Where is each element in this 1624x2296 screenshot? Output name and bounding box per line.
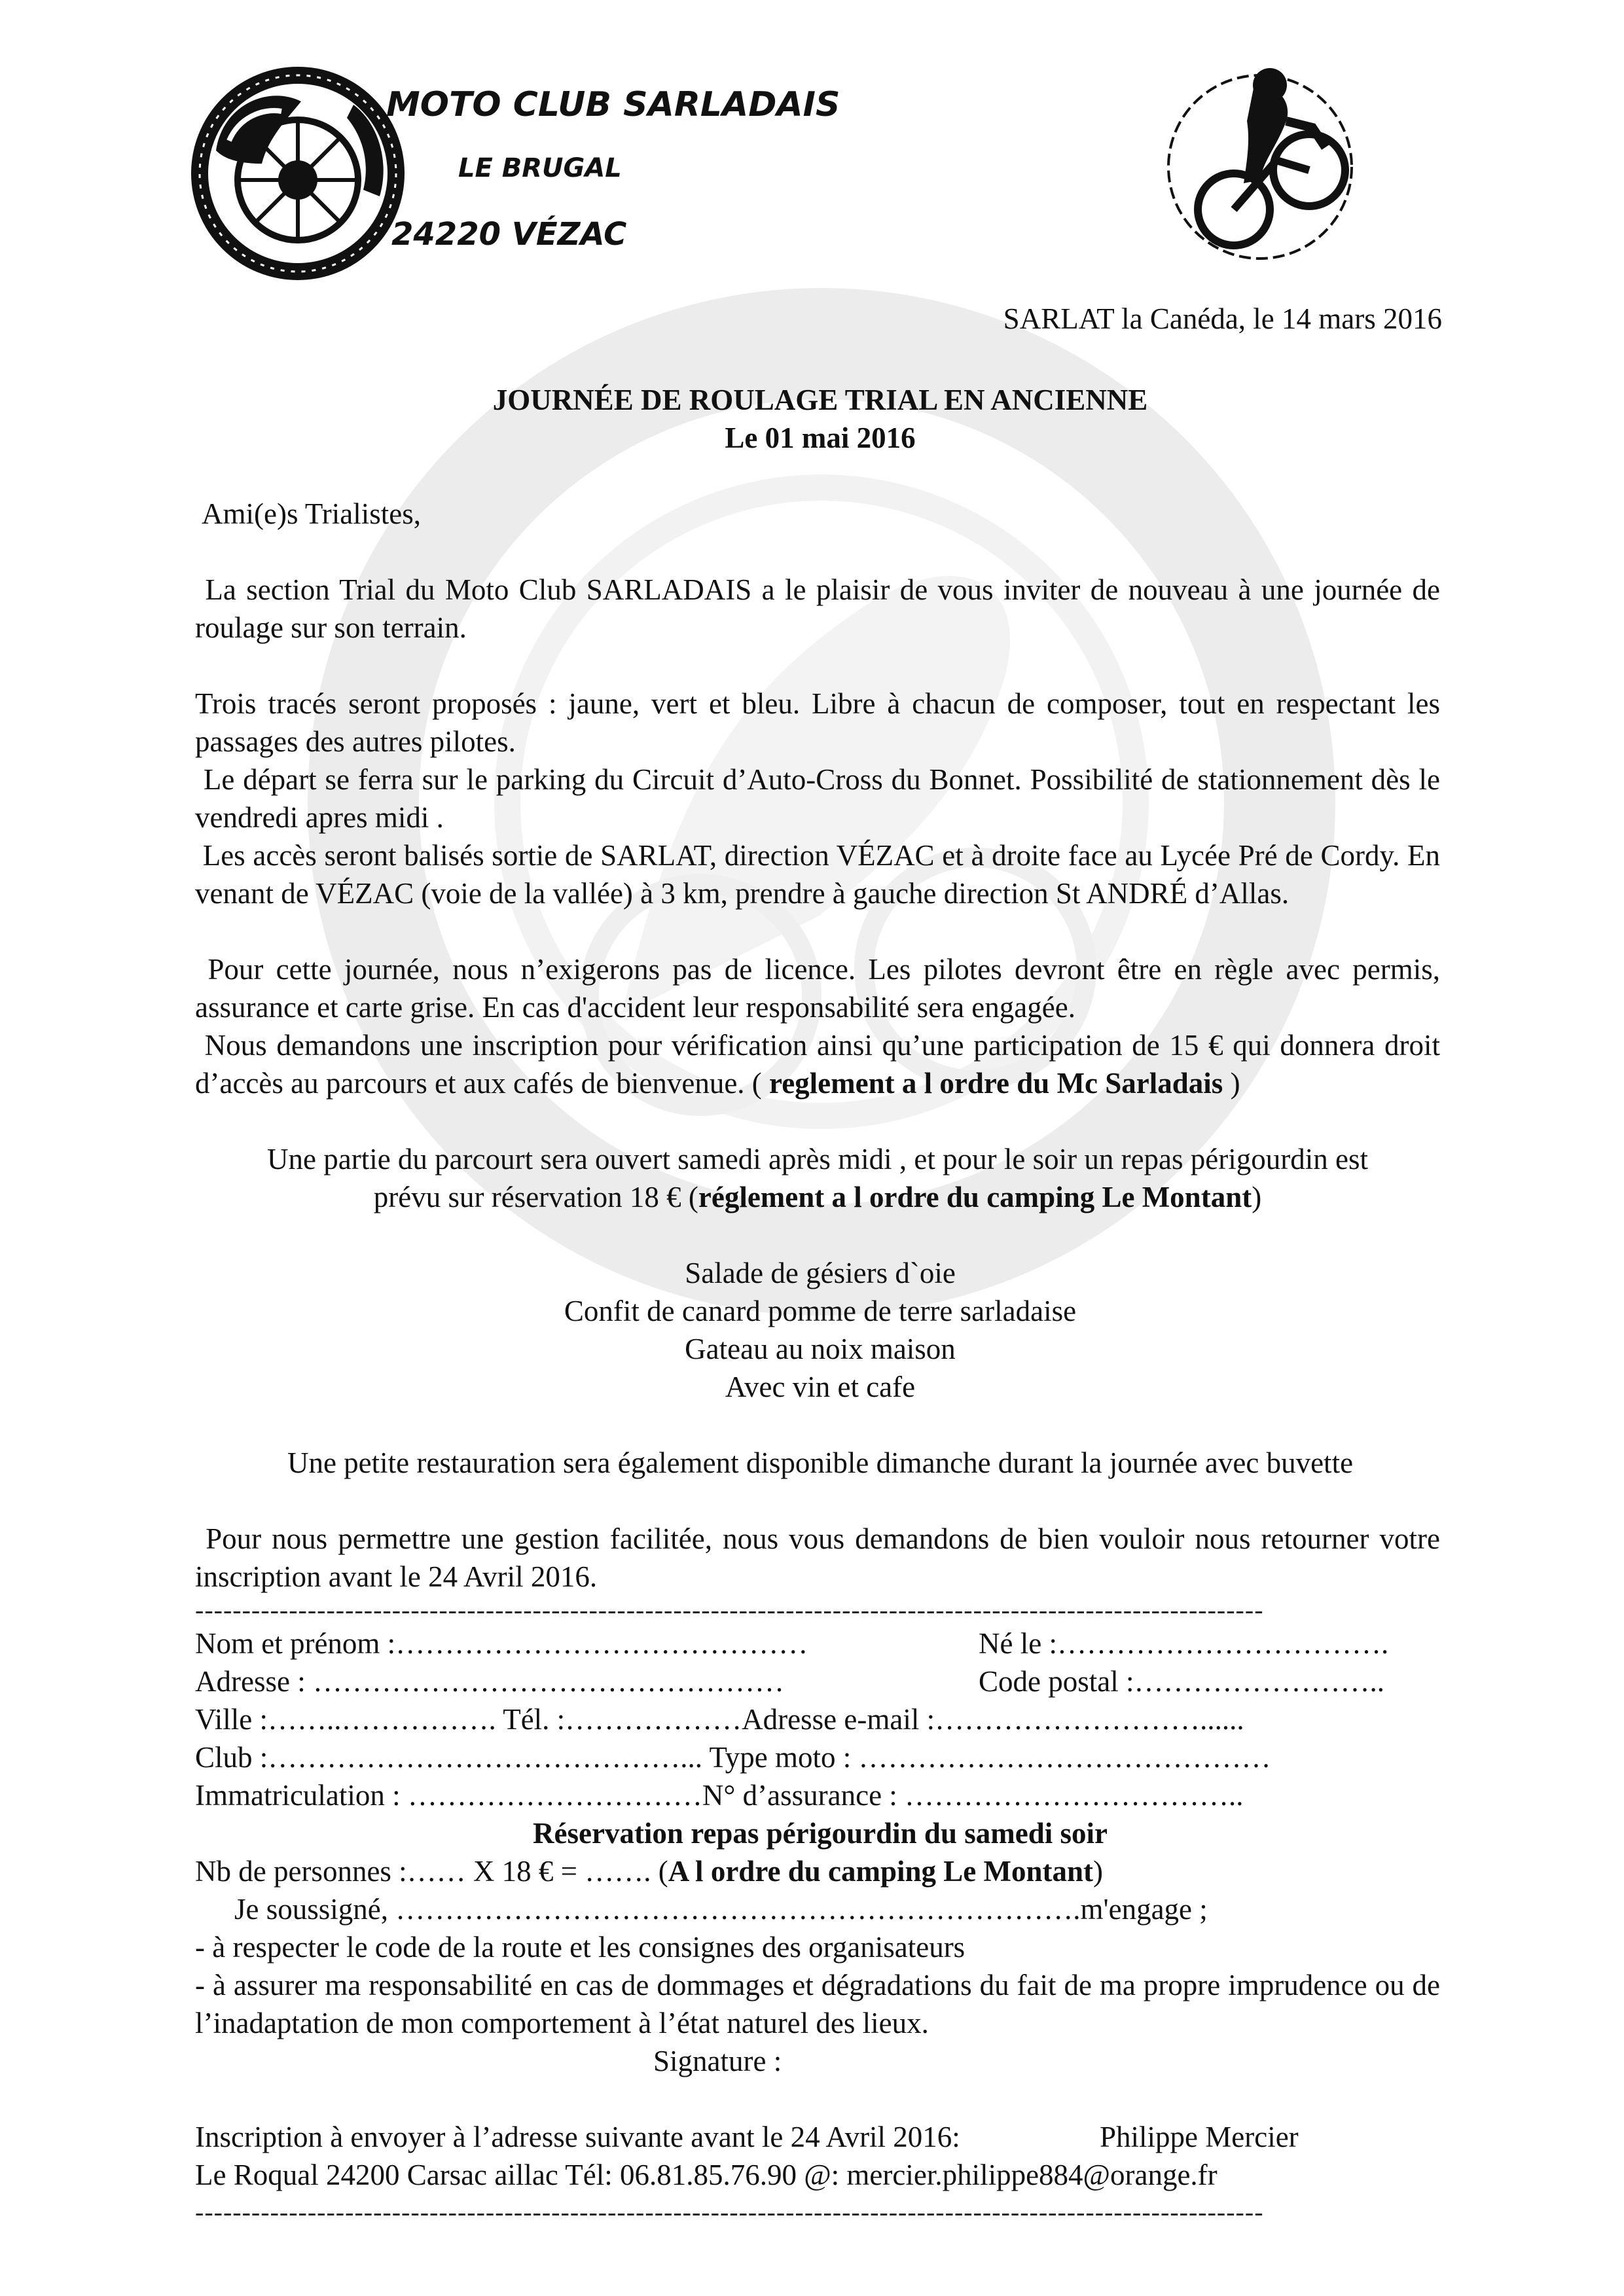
- separator-line: ------------------------------------------------------------------------------------------------------------------: [195, 1597, 1264, 1623]
- menu-list: [195, 1254, 1445, 1406]
- paragraph-inscription: [195, 1026, 1440, 1102]
- paragraph-request-text: Pour nous permettre une gestion facilitée, nous vous demandons de bien vouloir nous retourner votre inscription avant le 24 Avril 2016.: [195, 1522, 1440, 1593]
- paragraph-acces-text: Les accès seront balisés sortie de SARLAT, direction VÉZAC et à droite face au Lycée Pré de Cordy. En venant de VÉZAC (voie de la vallée) à 3 km, prendre à gauche direction St ANDRÉ d’Allas.: [195, 839, 1441, 910]
- paragraph-inscription-bold: reglement a l ordre du Mc Sarladais: [769, 1067, 1223, 1100]
- form-birthdate-field[interactable]: Né le :…………………………….: [979, 1627, 1389, 1660]
- title-line-2: Le 01 mai 2016: [725, 422, 916, 454]
- form-meal-count-field[interactable]: Nb de personnes :…… X 18 € = ……. (A l ordre du camping Le Montant): [195, 1855, 1104, 1888]
- form-signature-label: Signature :: [653, 2045, 782, 2077]
- moto-club-logo-left: [190, 65, 406, 281]
- title-line-1: JOURNÉE DE ROULAGE TRIAL EN ANCIENNE: [492, 384, 1148, 416]
- paragraph-invitation: [195, 571, 1440, 647]
- club-name: MOTO CLUB SARLADAIS: [386, 85, 840, 124]
- form-meal-heading: Réservation repas périgourdin du samedi soir: [533, 1817, 1108, 1850]
- form-meal-payee: A l ordre du camping Le Montant: [668, 1855, 1094, 1888]
- section-trial-logo-right: [1136, 49, 1384, 278]
- paragraph-repas-line-1: Une partie du parcourt sera ouvert samedi après midi , et pour le soir un repas périgourdin est: [267, 1143, 1368, 1175]
- form-undersigned-field[interactable]: Je soussigné, …………………………………………………………….m'engage ;: [234, 1893, 1208, 1926]
- form-postcode-field[interactable]: Code postal :……………………..: [979, 1665, 1384, 1698]
- paragraph-request: [195, 1520, 1440, 1596]
- footer-send-to: Inscription à envoyer à l’adresse suivante avant le 24 Avril 2016:: [195, 2121, 960, 2153]
- paragraph-inscription-text: Nous demandons une inscription pour vérification ainsi qu’une participation de 15 € qui donnera droit d’accès au parcours et aux cafés de bienvenue. (: [195, 1029, 1441, 1100]
- club-place: LE BRUGAL: [458, 153, 622, 183]
- paragraph-depart: [195, 761, 1440, 836]
- form-address-field[interactable]: Adresse : …………………………………………: [195, 1665, 784, 1698]
- restauration-note: Une petite restauration sera également disponible dimanche durant la journée avec buvette: [287, 1446, 1354, 1479]
- paragraph-repas: [195, 1140, 1440, 1216]
- paragraph-invitation-text: La section Trial du Moto Club SARLADAIS a le plaisir de vous inviter de nouveau à une journée de roulage sur son terrain.: [195, 573, 1440, 644]
- salutation: Ami(e)s Trialistes,: [202, 497, 422, 530]
- footer-contact-details: Le Roqual 24200 Carsac aillac Tél: 06.81.85.76.90 @: mercier.philippe884@orange.fr: [195, 2159, 1218, 2191]
- footer-contact-name: Philippe Mercier: [1100, 2121, 1299, 2153]
- separator-line: ------------------------------------------------------------------------------------------------------------------: [195, 2199, 1264, 2225]
- menu-item: Salade de gésiers d`oie: [685, 1257, 956, 1289]
- menu-item: Confit de canard pomme de terre sarladaise: [564, 1295, 1077, 1327]
- paragraph-inscription-close: ): [1230, 1067, 1240, 1100]
- form-city-phone-email-field[interactable]: Ville :……..……………. Tél. :………………Adresse e-mail :………………………......: [195, 1703, 1244, 1736]
- form-name-field[interactable]: Nom et prénom :……………………………………: [195, 1627, 808, 1660]
- paragraph-repas-bold: réglement a l ordre du camping Le Montant: [698, 1181, 1252, 1213]
- date-line: SARLAT la Canéda, le 14 mars 2016: [1003, 302, 1442, 335]
- form-commitment-1: - à respecter le code de la route et les consignes des organisateurs: [195, 1931, 965, 1964]
- paragraph-repas-line-2: prévu sur réservation 18 € (réglement a l ordre du camping Le Montant): [373, 1181, 1262, 1213]
- form-club-moto-field[interactable]: Club :……………………………………... Type moto : ……………………………………: [195, 1741, 1271, 1774]
- menu-item: Avec vin et cafe: [725, 1371, 916, 1403]
- document-title: [195, 381, 1445, 457]
- paragraph-traces: Trois tracés seront proposés : jaune, vert et bleu. Libre à chacun de composer, tout en respectant les passages des autres pilotes.: [195, 687, 1440, 758]
- form-registration-insurance-field[interactable]: Immatriculation : …………………………N° d’assurance : ……………………………..: [195, 1779, 1244, 1812]
- menu-item: Gateau au noix maison: [685, 1333, 956, 1365]
- paragraph-licence-text: Pour cette journée, nous n’exigerons pas de licence. Les pilotes devront être en règle avec permis, assurance et carte grise. En cas d'accident leur responsabilité sera engagée.: [195, 953, 1440, 1024]
- club-postcode-city: 24220 VÉZAC: [391, 216, 627, 253]
- paragraph-licence: [195, 950, 1440, 1026]
- paragraph-depart-text: Le départ se ferra sur le parking du Circuit d’Auto-Cross du Bonnet. Possibilité de stationnement dès le vendredi apres midi .: [195, 763, 1441, 834]
- paragraph-acces: [195, 836, 1440, 912]
- form-commitment-2: - à assurer ma responsabilité en cas de dommages et dégradations du fait de ma propre imprudence ou de l’inadaptation de mon comportement à l’état naturel des lieux.: [195, 1969, 1440, 2039]
